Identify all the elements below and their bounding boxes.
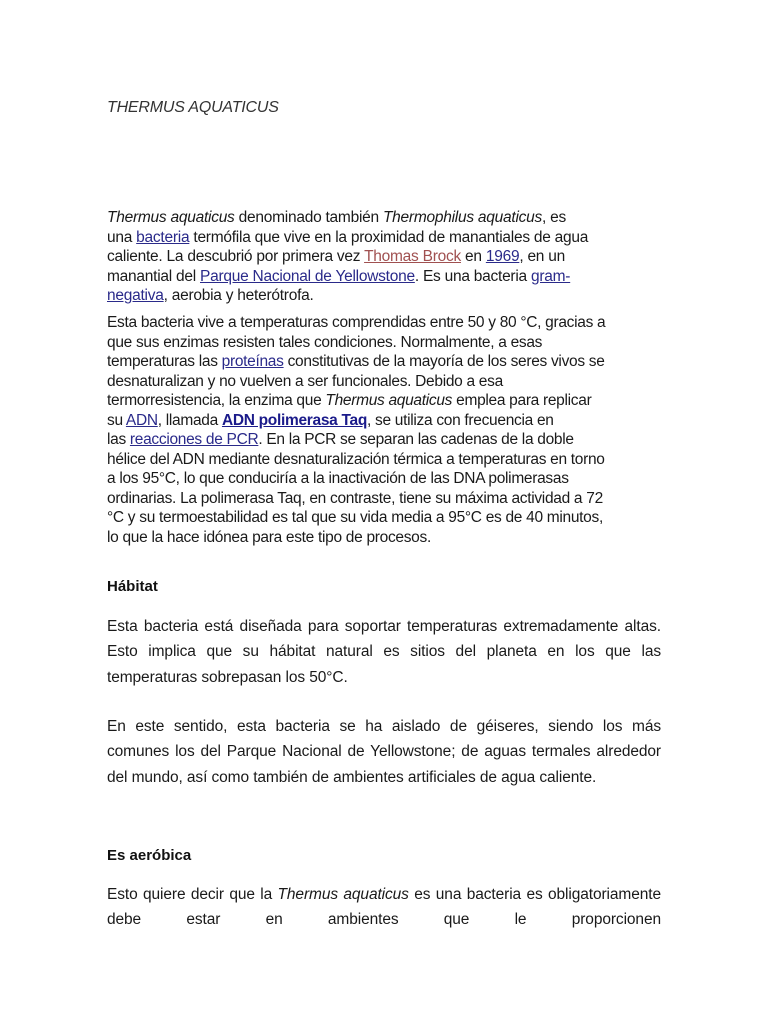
species-name-aerobica: Thermus aquaticus <box>277 886 409 903</box>
species-name: Thermus aquaticus <box>107 209 235 226</box>
link-1969[interactable]: 1969 <box>485 248 520 265</box>
link-reacciones-pcr[interactable]: reacciones de PCR <box>129 431 259 448</box>
heading-habitat: Hábitat <box>107 578 158 595</box>
habitat-paragraph-1: Esta bacteria está diseñada para soportar temperaturas extremadamente altas. Esto implica que su hábitat natural es sitios del planeta en los que las temperaturas sobrepasan los 50°C. <box>107 618 661 686</box>
heading-aerobica: Es aeróbica <box>107 847 192 864</box>
habitat-paragraph-2: En este sentido, esta bacteria se ha aislado de géiseres, siendo los más comunes los del Parque Nacional de Yellowstone; de aguas termales alrededor del mundo, así como también de ambientes artificiales de agua caliente. <box>107 718 661 786</box>
species-name-inline: Thermus aquaticus <box>325 392 453 409</box>
temperature-paragraph: Esta bacteria vive a temperaturas comprendidas entre 50 y 80 °C, gracias a que sus enzimas resisten tales condiciones. Normalmente, a esas temperaturas las proteínas constitutivas de la mayoría de los seres vivos se desnaturalizan y no vuelven a ser funcionales. Debido a esa termorresistencia, la enzima que Thermus aquaticus emplea para replicar su ADN, llamada ADN polimerasa Taq, se utiliza con frecuencia en las reacciones de PCR. En la PCR se separan las cadenas de la doble hélice del ADN mediante desnaturalización térmica a temperaturas en torno a los 95°C, lo que conduciría a la inactivación de las DNA polimerasas ordinarias. La polimerasa Taq, en contraste, tiene su máxima actividad a 72 °C y su termoestabilidad es tal que su vida media a 95°C es de 40 minutos, lo que la hace idónea para este tipo de procesos. <box>107 314 606 546</box>
link-proteinas[interactable]: proteínas <box>221 353 284 370</box>
document-title: THERMUS AQUATICUS <box>107 99 279 116</box>
aerobica-paragraph: Esto quiere decir que la Thermus aquaticus es una bacteria es obligatoriamente debe estar en ambientes que le proporcionen <box>107 886 662 929</box>
link-adn-polimerasa-taq[interactable]: ADN polimerasa Taq <box>221 411 367 429</box>
link-bacteria[interactable]: bacteria <box>136 228 190 246</box>
species-synonym: Thermophilus aquaticus <box>382 209 543 226</box>
link-thomas-brock[interactable]: Thomas Brock <box>364 248 461 265</box>
link-adn[interactable]: ADN <box>125 411 158 429</box>
link-yellowstone[interactable]: Parque Nacional de Yellowstone <box>200 267 415 285</box>
intro-paragraph: Thermus aquaticus denominado también Thermophilus aquaticus, es una bacteria termófila que vive en la proximidad de manantiales de agua caliente. La descubrió por primera vez Thomas Brock en 1969, en un manantial del Parque Nacional de Yellowstone. Es una bacteria gram- negativa, aerobia y heterótrofa. <box>107 209 589 304</box>
link-gram-negativa[interactable]: gram- negativa <box>107 267 571 304</box>
